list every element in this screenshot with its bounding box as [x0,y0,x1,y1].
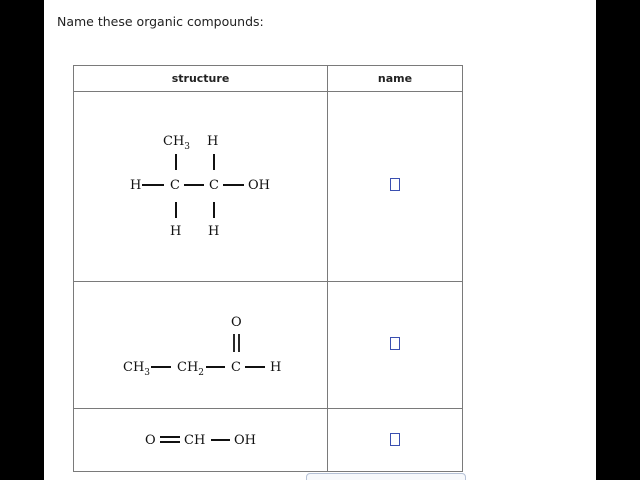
atom-label: H [208,224,220,239]
question-prompt: Name these organic compounds: [57,14,264,29]
atom-label: H [130,178,142,193]
atom-label: OH [234,433,256,448]
header-structure: structure [171,72,230,85]
atom-label: $CH_3$ [123,360,151,378]
structure-row-2 [74,282,327,408]
structure-diagram-1 [74,92,327,281]
column-divider [327,66,328,471]
atom-label: C [170,178,180,193]
atom-label: O [231,315,242,330]
question-page [44,0,596,480]
atom-label: OH [248,178,270,193]
answer-toolbar-edge [306,473,466,480]
structure-diagram-3 [74,409,327,471]
atom-label: CH [184,433,206,448]
structure-row-1 [74,92,327,281]
atom-label: O [145,433,156,448]
atom-label: H [270,360,282,375]
name-answer-input-2[interactable] [390,337,400,350]
compound-table [73,65,463,472]
atom-label: C [231,360,241,375]
atom-label: $CH_3$ [163,134,191,152]
structure-row-3 [74,409,327,471]
name-answer-input-1[interactable] [390,178,400,191]
atom-label: H [170,224,182,239]
name-answer-input-3[interactable] [390,433,400,446]
structure-diagram-2 [74,282,327,408]
atom-label: H [207,134,219,149]
atom-label: $CH_2$ [177,360,205,378]
atom-label: C [209,178,219,193]
header-name: name [377,72,413,85]
